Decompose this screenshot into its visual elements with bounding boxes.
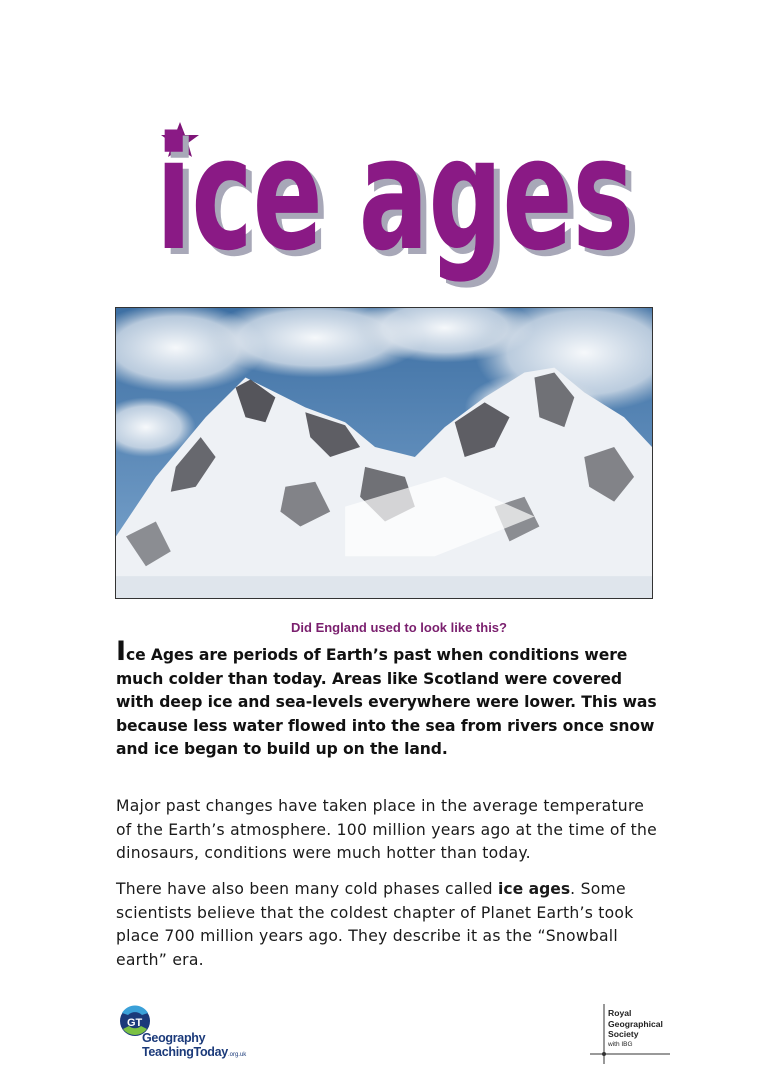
- title-text: ice ages: [156, 103, 634, 285]
- royal-geographical-society-logo: [590, 998, 680, 1068]
- gt-badge-letters: GT: [127, 1017, 143, 1029]
- title-logotype: [150, 103, 640, 291]
- paragraph-text-end: . Some scientists believe that the coldest chapter of Planet Earth’s took place 700 million years ago. They describe it as the “Snowball earth” era.: [116, 880, 634, 969]
- logo-line-teaching-today: [142, 1045, 246, 1059]
- paragraph-text-start: There have also been many cold phases called: [116, 880, 499, 898]
- paragraph-text: Major past changes have taken place in the average temperature of the Earth’s atmosphere. 100 million years ago at the time of the dinosaurs, conditions were much hotter than today.: [116, 797, 657, 862]
- logo-teaching-today-text: TeachingToday: [142, 1045, 228, 1059]
- rgs-logo-text: [608, 1008, 663, 1050]
- photo-caption: [0, 620, 768, 635]
- logo-line-geography: Geography: [142, 1031, 206, 1045]
- paragraph-temperature: [116, 795, 661, 866]
- logo-domain-suffix: .org.uk: [227, 1052, 247, 1058]
- title-shadow: ice ages: [162, 109, 640, 291]
- rgs-line-society: Society: [608, 1029, 639, 1039]
- rgs-line-with-ibg: with IBG: [608, 1040, 633, 1048]
- title-graphic: [150, 103, 640, 291]
- intro-paragraph: [116, 636, 661, 762]
- intro-text: ce Ages are periods of Earth’s past when conditions were much colder than today. Areas like Scotland were covered with deep ice and sea-levels everywhere were lower. This was because less water flowed into the sea from rivers once snow and ice began to build up on the land.: [116, 646, 657, 758]
- mountain-illustration: [116, 308, 652, 598]
- caption-text: Did England used to look like this?: [291, 620, 507, 635]
- dropcap-letter: I: [116, 636, 126, 667]
- paragraph-cold-phases: [116, 878, 661, 972]
- rgs-line-royal: Royal: [608, 1008, 632, 1018]
- bold-term: ice ages: [498, 880, 571, 898]
- mountain-photo: [115, 307, 653, 599]
- rgs-line-geographical: Geographical: [608, 1018, 663, 1029]
- geography-teaching-today-logo: [118, 1003, 258, 1063]
